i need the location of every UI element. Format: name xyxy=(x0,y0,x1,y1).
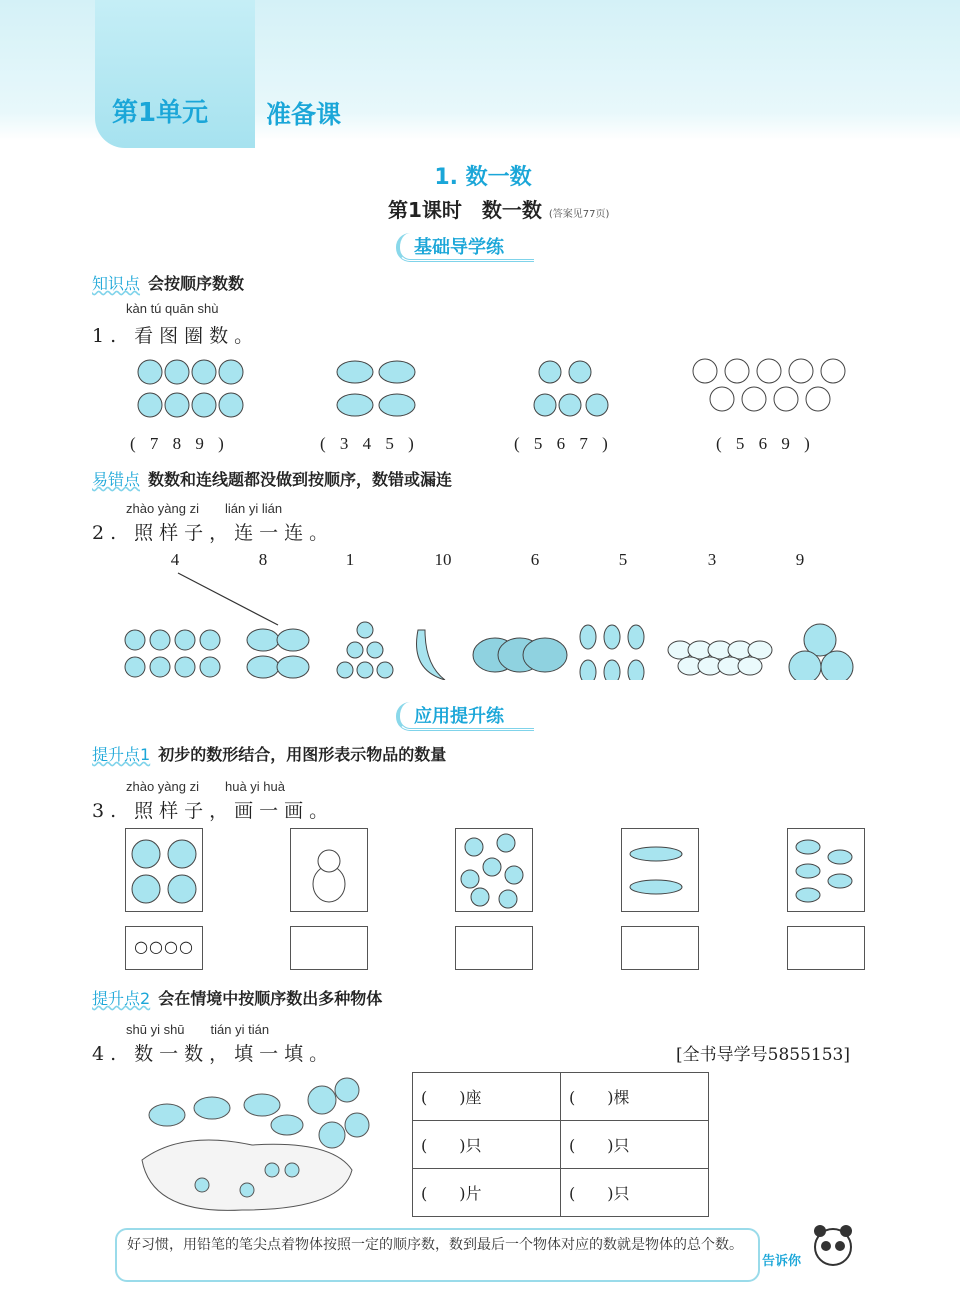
q4-text: 4. 数一数，填一填。 xyxy=(92,1043,335,1065)
q3-picture-flowers xyxy=(455,828,533,912)
strawberry-icon xyxy=(357,662,373,678)
q1-text: 1. 看图圈数。 xyxy=(92,325,260,347)
rabbit-head-icon xyxy=(318,850,340,872)
point-tag: 知识点 xyxy=(92,274,141,293)
radish-icon xyxy=(539,361,561,383)
q2-number[interactable]: 6 xyxy=(530,550,540,569)
q2-number[interactable]: 9 xyxy=(795,550,805,569)
lesson-name: 第1课时 数一数 xyxy=(388,198,542,222)
fish-icon xyxy=(796,864,820,878)
egg-icon xyxy=(748,641,772,659)
q2-number[interactable]: 8 xyxy=(258,550,268,569)
carrot-icon xyxy=(630,880,682,894)
panda-icon xyxy=(710,387,734,411)
eggplant-icon xyxy=(277,629,309,651)
q4-pinyin: shū yi shū tián yi tián xyxy=(126,1022,270,1037)
carrot-icon xyxy=(630,847,682,861)
point-text: 数数和连线题都没做到按顺序，数错或漏连 xyxy=(148,470,453,489)
melon-icon xyxy=(138,360,162,384)
radish-icon xyxy=(175,630,195,650)
q1-choice-2[interactable]: ( 3 4 5 ) xyxy=(320,434,414,453)
radish-icon xyxy=(150,630,170,650)
radish-icon xyxy=(586,394,608,416)
panda-icon xyxy=(789,359,813,383)
strawberry-icon xyxy=(377,662,393,678)
panda-icon xyxy=(757,359,781,383)
cell-frogs[interactable]: ( )只 xyxy=(561,1169,709,1217)
q3-picture-fish xyxy=(787,828,865,912)
pear-icon xyxy=(604,660,620,680)
example-answer-circles: ○○○○ xyxy=(134,937,194,956)
strawberry-icon xyxy=(132,875,160,903)
radish-icon xyxy=(534,394,556,416)
strawberry-icon xyxy=(357,622,373,638)
panda-icon xyxy=(821,359,845,383)
guide-number: [全书导学号5855153] xyxy=(676,1045,850,1065)
point-text: 会在情境中按顺序数出多种物体 xyxy=(158,989,383,1008)
point-tag: 提升点2 xyxy=(92,989,151,1008)
flower-icon xyxy=(497,834,515,852)
radish-icon xyxy=(200,657,220,677)
fish-icon xyxy=(337,361,373,383)
q3-answer-box[interactable] xyxy=(455,926,533,970)
apple-icon xyxy=(789,651,821,680)
q3-picture-rabbit xyxy=(290,828,368,912)
q3-text: 3. 照样子，画一画。 xyxy=(92,800,335,822)
improve-point-2 xyxy=(92,986,382,1009)
chapter-title: 1. 数一数 xyxy=(434,165,532,190)
melon-icon xyxy=(138,393,162,417)
flower-icon xyxy=(465,838,483,856)
unit-name: 准备课 xyxy=(266,100,342,129)
point-tag: 易错点 xyxy=(92,470,141,489)
pear-icon xyxy=(628,625,644,649)
flower-icon xyxy=(499,890,517,908)
eggplant-icon xyxy=(247,656,279,678)
pear-icon xyxy=(628,660,644,680)
section-basic: 基础导学练 xyxy=(396,233,534,262)
point-tag: 提升点1 xyxy=(92,745,151,764)
point-text: 初步的数形结合，用图形表示物品的数量 xyxy=(158,745,447,764)
melon-icon xyxy=(192,393,216,417)
q2-text: 2. 照样子，连一连。 xyxy=(92,522,335,544)
cell-trees[interactable]: ( )棵 xyxy=(561,1073,709,1121)
q2-pinyin: zhào yàng zi lián yi lián xyxy=(126,501,283,516)
fish-icon xyxy=(379,394,415,416)
q3-answer-box[interactable] xyxy=(787,926,865,970)
flower-icon xyxy=(461,870,479,888)
fish-icon xyxy=(337,394,373,416)
scene-illustration xyxy=(122,1070,382,1220)
q3-answer-box[interactable] xyxy=(290,926,368,970)
eggplant-icon xyxy=(277,656,309,678)
answer-reference: (答案见77页) xyxy=(548,209,610,220)
improve-point-1 xyxy=(92,742,446,765)
q1-choice-1[interactable]: ( 7 8 9 ) xyxy=(130,434,224,453)
tip-box: 好习惯，用铅笔的笔尖点着物体按照一定的顺序数，数到最后一个物体对应的数就是物体的总个数。 xyxy=(115,1228,760,1282)
q2-number[interactable]: 4 xyxy=(170,550,180,569)
pear-icon xyxy=(580,625,596,649)
error-point xyxy=(92,467,452,490)
banana-icon xyxy=(417,630,445,680)
q1-pictures xyxy=(0,355,960,435)
panda-icon xyxy=(693,359,717,383)
panda-icon xyxy=(742,387,766,411)
flower-icon xyxy=(505,866,523,884)
q1-pinyin: kàn tú quān shù xyxy=(126,301,219,316)
watermelon-icon xyxy=(523,638,567,672)
radish-icon xyxy=(150,657,170,677)
melon-icon xyxy=(192,360,216,384)
cell-birds[interactable]: ( )只 xyxy=(413,1121,561,1169)
tip-label: 告诉你 xyxy=(762,1254,802,1269)
pear-icon xyxy=(580,660,596,680)
q2-number[interactable]: 1 xyxy=(345,550,355,569)
q3-answer-box[interactable] xyxy=(125,926,203,970)
eggplant-icon xyxy=(247,629,279,651)
strawberry-icon xyxy=(367,642,383,658)
egg-icon xyxy=(738,657,762,675)
fish-icon xyxy=(828,850,852,864)
panda-icon xyxy=(725,359,749,383)
fish-icon xyxy=(379,361,415,383)
cell-houses[interactable]: ( )座 xyxy=(413,1073,561,1121)
fish-icon xyxy=(796,840,820,854)
radish-icon xyxy=(559,394,581,416)
fish-icon xyxy=(828,874,852,888)
flower-icon xyxy=(471,888,489,906)
melon-icon xyxy=(165,360,189,384)
pear-icon xyxy=(604,625,620,649)
strawberry-icon xyxy=(337,662,353,678)
radish-icon xyxy=(200,630,220,650)
radish-icon xyxy=(125,630,145,650)
q4-fill-table xyxy=(412,1072,709,1217)
strawberry-icon xyxy=(132,840,160,868)
strawberry-icon xyxy=(347,642,363,658)
radish-icon xyxy=(569,361,591,383)
flower-icon xyxy=(483,858,501,876)
radish-icon xyxy=(125,657,145,677)
strawberry-icon xyxy=(168,875,196,903)
q2-number[interactable]: 5 xyxy=(618,550,628,569)
lesson-title xyxy=(388,194,609,223)
q2-number[interactable]: 10 xyxy=(434,550,452,569)
panda-icon xyxy=(806,387,830,411)
melon-icon xyxy=(165,393,189,417)
panda-mascot-icon xyxy=(808,1222,858,1282)
knowledge-point xyxy=(92,271,244,294)
q1-choice-4[interactable]: ( 5 6 9 ) xyxy=(716,434,810,453)
strawberry-icon xyxy=(168,840,196,868)
q3-answer-box[interactable] xyxy=(621,926,699,970)
radish-icon xyxy=(175,657,195,677)
point-text: 会按顺序数数 xyxy=(148,274,245,293)
apple-icon xyxy=(821,651,853,680)
q3-pinyin: zhào yàng zi huà yi huà xyxy=(126,779,285,794)
q3-picture-strawberries xyxy=(125,828,203,912)
cell-chicks[interactable]: ( )只 xyxy=(561,1121,709,1169)
q1-choice-3[interactable]: ( 5 6 7 ) xyxy=(514,434,608,453)
panda-icon xyxy=(774,387,798,411)
unit-label: 第1单元 xyxy=(112,98,209,128)
cell-stones[interactable]: ( )片 xyxy=(413,1169,561,1217)
melon-icon xyxy=(219,393,243,417)
example-link-line xyxy=(178,573,278,625)
q2-number[interactable]: 3 xyxy=(707,550,717,569)
q2-pictures xyxy=(0,570,960,680)
q3-picture-carrots xyxy=(621,828,699,912)
melon-icon xyxy=(219,360,243,384)
section-applied: 应用提升练 xyxy=(396,702,534,731)
fish-icon xyxy=(796,888,820,902)
